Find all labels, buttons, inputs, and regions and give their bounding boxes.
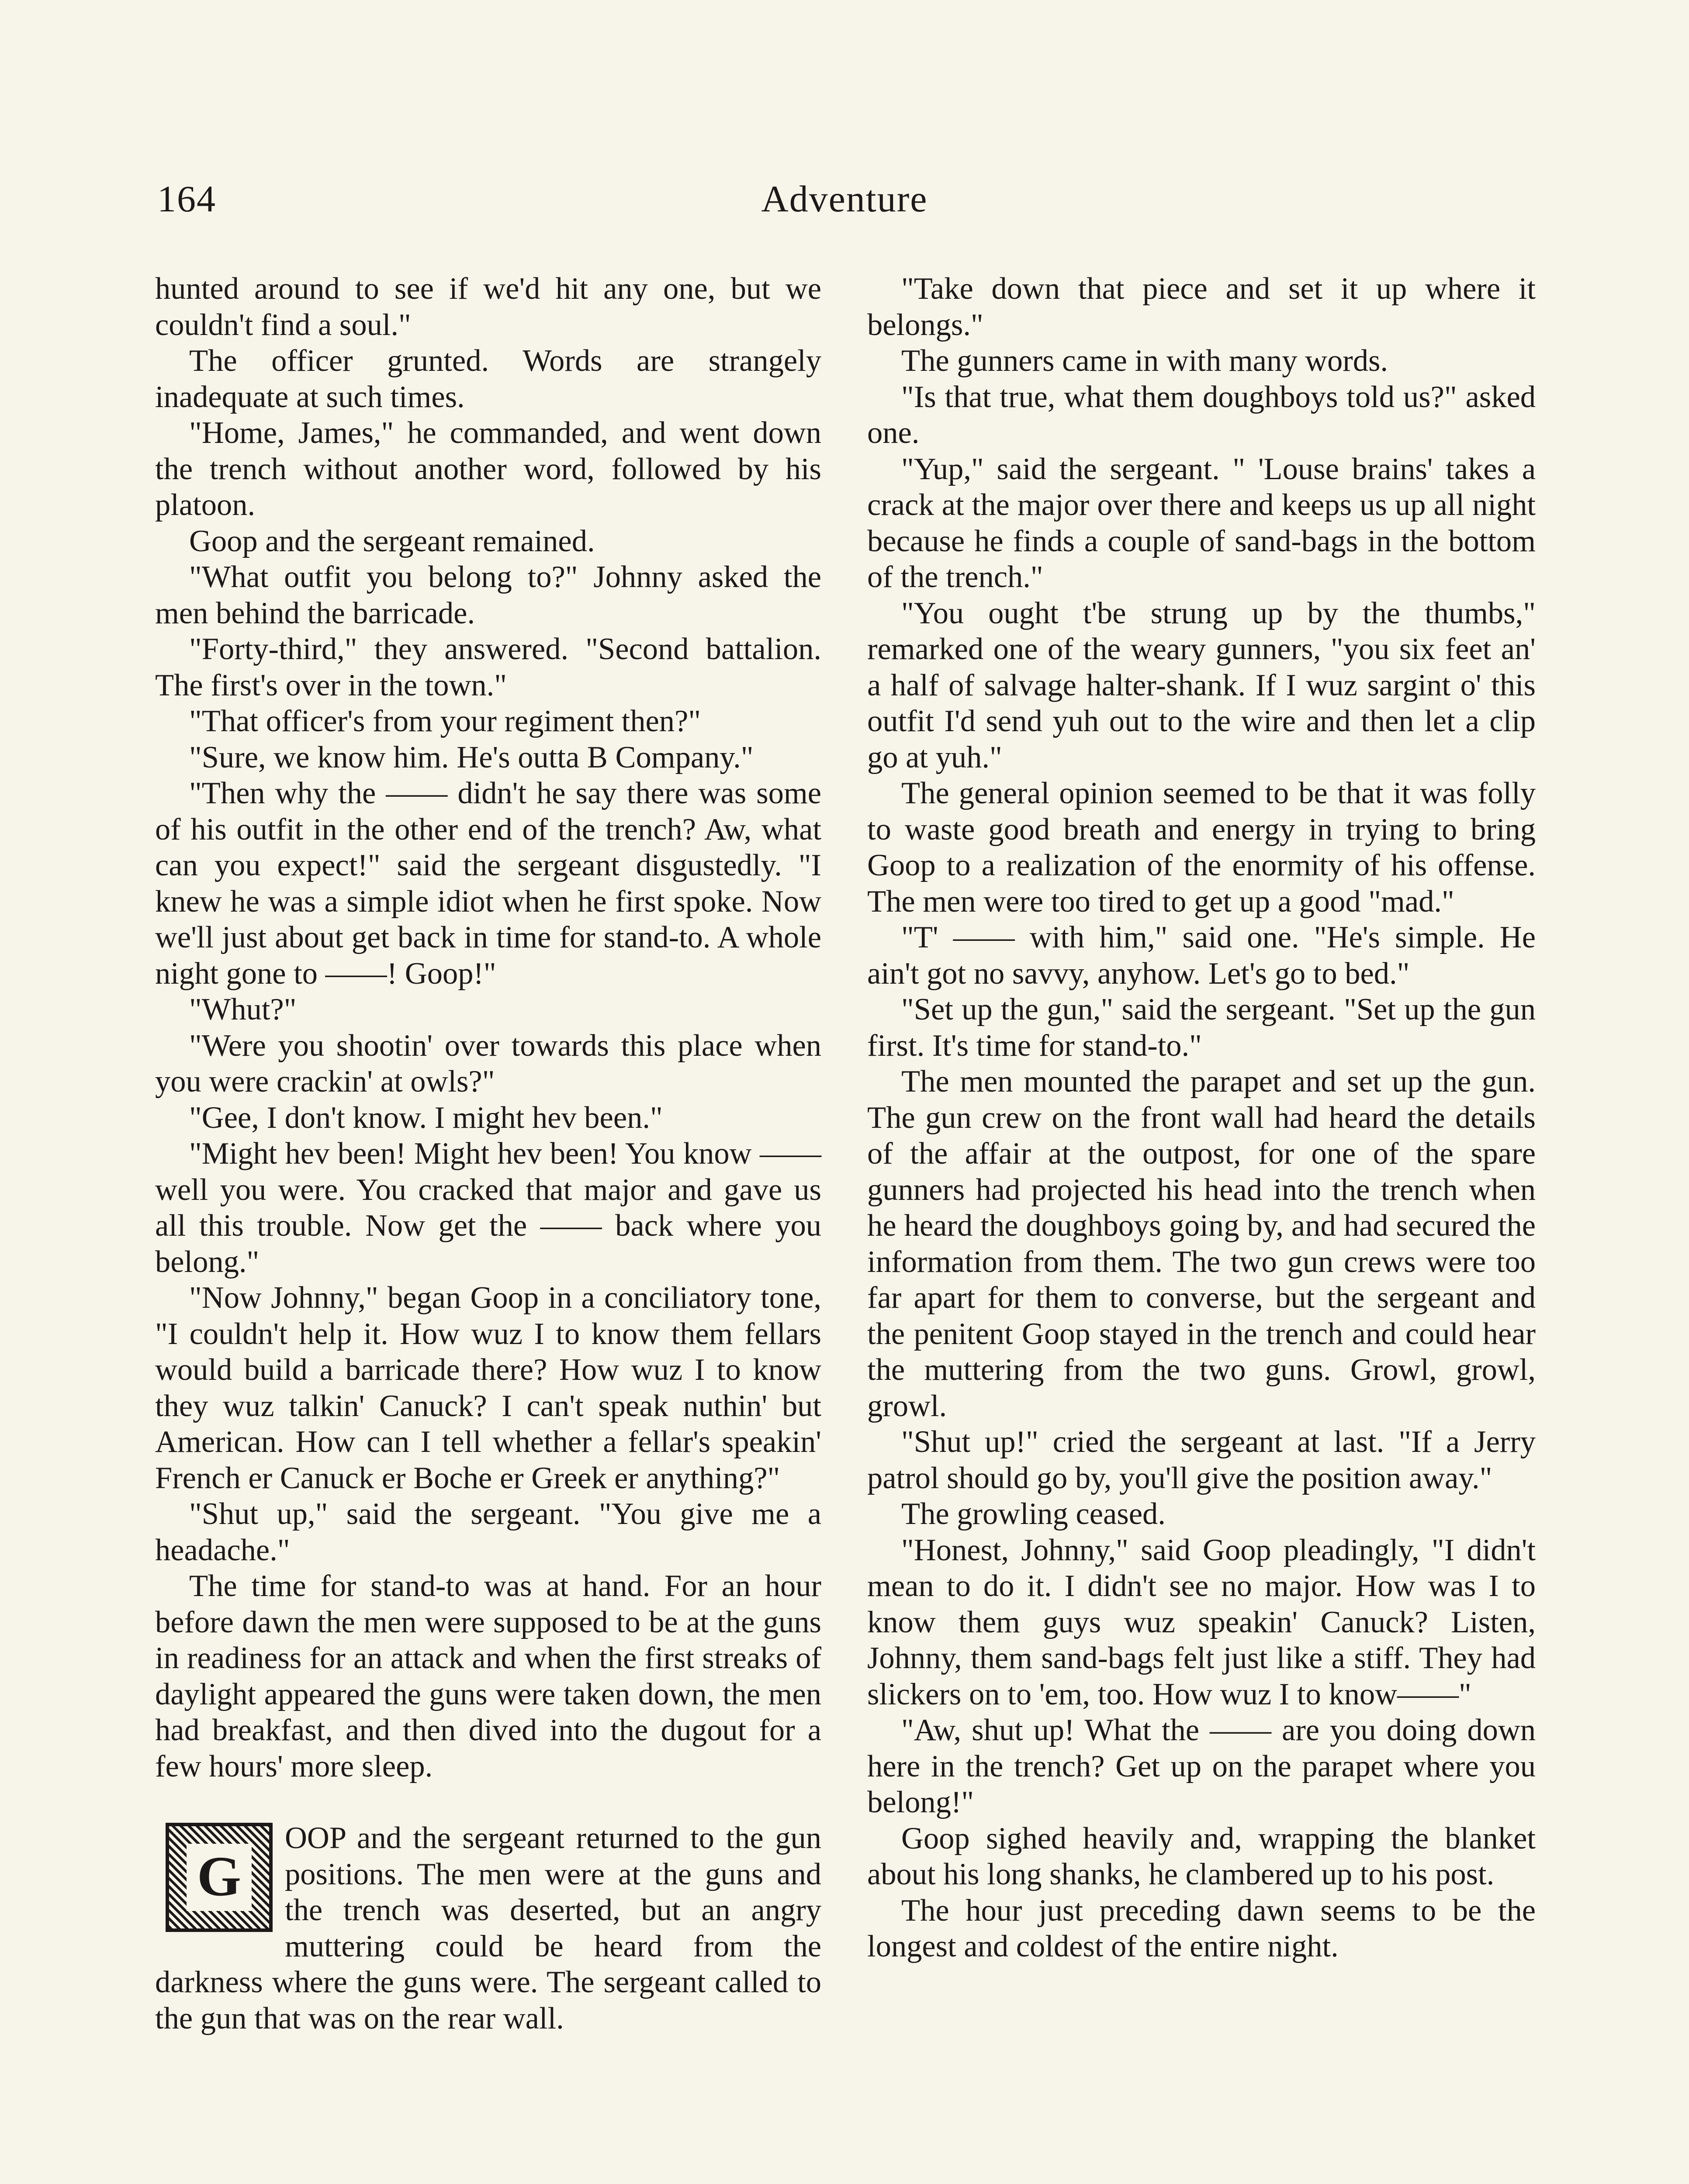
paragraph: "Set up the gun," said the sergeant. "Set up the gun first. It's time for stand-to.": [867, 992, 1536, 1063]
paragraph: "Home, James," he commanded, and went down the trench without another word, followed by his platoon.: [155, 416, 821, 522]
left-column-paragraphs: [155, 271, 821, 1784]
drop-cap-letter: G: [187, 1844, 252, 1911]
paragraph: "Take down that piece and set it up where it belongs.": [867, 272, 1536, 342]
paragraph: "Whut?": [189, 992, 297, 1026]
paragraph: "Shut up!" cried the sergeant at last. "If a Jerry patrol should go by, you'll give the position away.": [867, 1425, 1536, 1495]
paragraph: "Were you shootin' over towards this place when you were crackin' at owls?": [155, 1028, 821, 1099]
paragraph: "Sure, we know him. He's outta B Company.": [189, 740, 754, 774]
page-number: 164: [157, 178, 216, 220]
paragraph: "T' —— with him," said one. "He's simple. He ain't got no savvy, anyhow. Let's go to bed.": [867, 920, 1536, 991]
drop-cap-ornament: [166, 1823, 273, 1932]
paragraph: The general opinion seemed to be that it was folly to waste good breath and energy in trying to bring Goop to a realization of the enormity of his offense. The men were too tired to get up a good "mad.": [867, 776, 1536, 919]
paragraph: "What outfit you belong to?" Johnny asked the men behind the barricade.: [155, 560, 821, 630]
paragraph: The officer grunted. Words are strangely inadequate at such times.: [155, 344, 821, 414]
right-column-paragraphs: [867, 271, 1536, 1965]
paragraph: "Might hev been! Might hev been! You know —— well you were. You cracked that major and gave us all this trouble. Now get the —— back where you belong.": [155, 1137, 821, 1279]
paragraph: "Is that true, what them doughboys told us?" asked one.: [867, 380, 1536, 450]
section-text: OOP and the sergeant returned to the gun positions. The men were at the guns and the trench was deserted, but an angry muttering could be heard from the darkness where the guns were. The sergeant called to the gun that was on the rear wall.: [155, 1821, 821, 2035]
paragraph: The gunners came in with many words.: [901, 344, 1388, 378]
paragraph: "Yup," said the sergeant. " 'Louse brains' takes a crack at the major over there and keeps us up all night because he finds a couple of sand-bags in the bottom of the trench.": [867, 452, 1536, 594]
paragraph: "Honest, Johnny," said Goop pleadingly, "I didn't mean to do it. I didn't see no major. How was I to know them guys wuz speakin' Canuck? Listen, Johnny, them sand-bags felt just like a stiff. They had slickers on to 'em, too. How wuz I to know——": [867, 1533, 1536, 1711]
paragraph: The hour just preceding dawn seems to be the longest and coldest of the entire night.: [867, 1893, 1536, 1963]
paragraph: "Gee, I don't know. I might hev been.": [189, 1100, 663, 1135]
paragraph: Goop sighed heavily and, wrapping the blanket about his long shanks, he clambered up to his post.: [867, 1821, 1536, 1891]
paragraph: "Then why the —— didn't he say there was some of his outfit in the other end of the trench? Aw, what can you expect!" said the sergeant disgustedly. "I knew he was a simple idiot when he first spoke. Now we'll just about get back in time for stand-to. A whole night gone to ——! Goop!": [155, 776, 821, 991]
paragraph: "Shut up," said the sergeant. "You give me a headache.": [155, 1497, 821, 1567]
paragraph: hunted around to see if we'd hit any one, but we couldn't find a soul.": [155, 272, 821, 342]
paragraph: "Forty-third," they answered. "Second battalion. The first's over in the town.": [155, 632, 821, 702]
paragraph: The growling ceased.: [901, 1497, 1166, 1531]
right-column: [867, 271, 1536, 1965]
paragraph: The time for stand-to was at hand. For an hour before dawn the men were supposed to be at the guns in readiness for an attack and when the first streaks of daylight appeared the guns were taken down, the men had breakfast, and then dived into the dugout for a few hours' more sleep.: [155, 1569, 821, 1783]
section-start-paragraph: [155, 1820, 821, 2036]
paragraph: "Aw, shut up! What the —— are you doing down here in the trench? Get up on the parapet where you belong!": [867, 1713, 1536, 1819]
paragraph: "Now Johnny," began Goop in a conciliatory tone, "I couldn't help it. How wuz I to know them fellars would build a barricade there? How wuz I to know they wuz talkin' Canuck? I can't speak nuthin' but American. How can I tell whether a fellar's speakin' French er Canuck er Boche er Greek er anything?": [155, 1281, 821, 1495]
running-title: Adventure: [761, 178, 928, 220]
paragraph: "That officer's from your regiment then?": [189, 704, 701, 738]
paragraph: The men mounted the parapet and set up the gun. The gun crew on the front wall had heard the details of the affair at the outpost, for one of the spare gunners had projected his head into the trench when he heard the doughboys going by, and had secured the information from them. The two gun crews were too far apart for them to converse, but the sergeant and the penitent Goop stayed in the trench and could hear the muttering from the two guns. Growl, growl, growl.: [867, 1064, 1536, 1423]
paragraph: Goop and the sergeant remained.: [189, 524, 595, 558]
left-column: [155, 271, 821, 2036]
paragraph: "You ought t'be strung up by the thumbs," remarked one of the weary gunners, "you six feet an' a half of salvage halter-shank. If I wuz sargint o' this outfit I'd send yuh out to the wire and then let a clip go at yuh.": [867, 596, 1536, 774]
